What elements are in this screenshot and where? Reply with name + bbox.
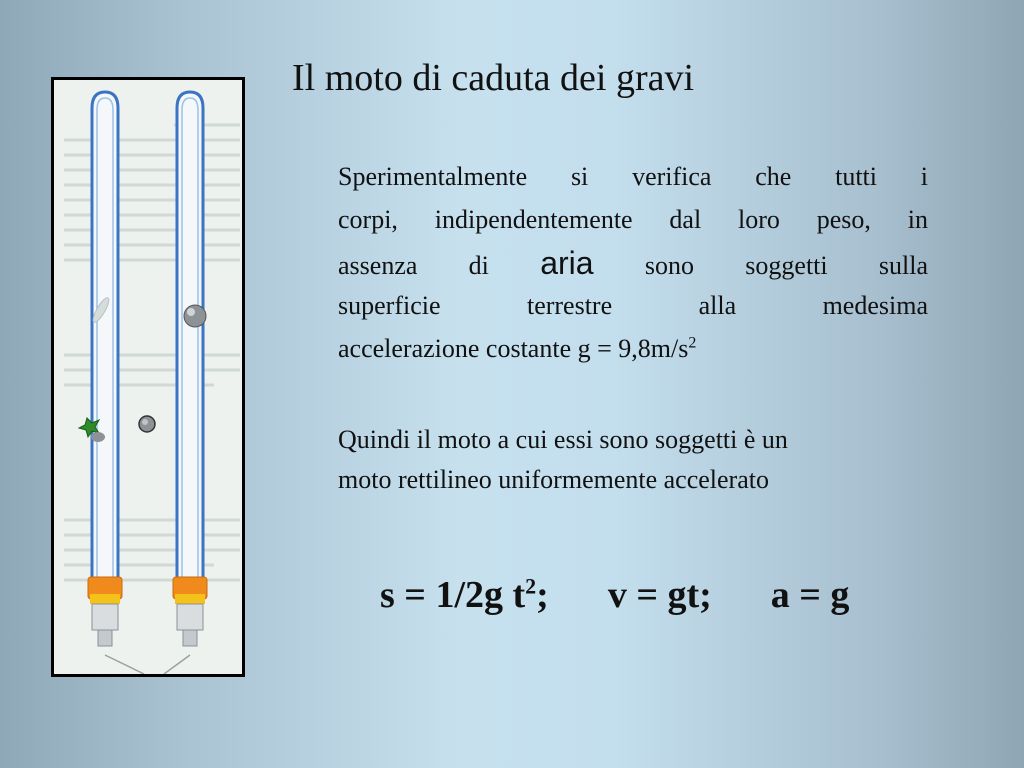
paragraph-experiment [338, 155, 928, 370]
formula-text: s = 1/2g t [380, 574, 526, 616]
base-lines [105, 655, 190, 674]
background-text-lines [64, 125, 240, 580]
text-fragment: assenza di [338, 251, 489, 280]
highlight-word: aria [540, 245, 594, 281]
vacuum-tubes-illustration [54, 80, 242, 674]
formula-velocity: v = gt; [607, 574, 712, 616]
formula-acceleration: a = g [770, 574, 850, 616]
paragraph-line: corpi, indipendentemente dal loro peso, in [338, 205, 928, 234]
text-fragment: sono soggetti sulla [644, 251, 929, 280]
paragraph-conclusion [338, 420, 958, 500]
paragraph-line [338, 327, 928, 370]
paragraph-line: moto rettilineo uniformemente accelerato [338, 465, 769, 494]
motion-formulas [380, 565, 849, 625]
left-tube [88, 92, 122, 646]
paragraph-line: superficie terrestre alla medesima [338, 291, 928, 320]
formula-position [380, 565, 549, 625]
ball-icon [184, 305, 206, 327]
superscript: 2 [688, 334, 697, 352]
vacuum-tubes-figure [51, 77, 245, 677]
paragraph-line [338, 241, 928, 284]
slide-title: Il moto di caduta dei gravi [292, 57, 695, 99]
text-fragment: accelerazione costante g = 9,8m/s [338, 334, 689, 363]
ball-icon [139, 416, 155, 432]
superscript: 2 [525, 573, 537, 599]
formula-text: ; [536, 574, 549, 616]
paragraph-line: Quindi il moto a cui essi sono soggetti è un [338, 425, 788, 454]
right-tube [173, 92, 207, 646]
paragraph-line: Sperimentalmente si verifica che tutti i [338, 162, 928, 191]
